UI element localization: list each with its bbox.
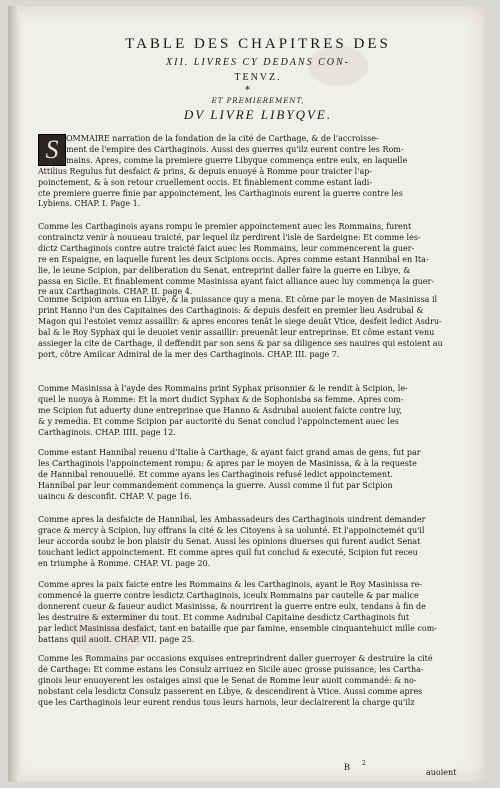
chapter-entry [38,295,478,360]
entry-line: les destruire & exterminer du tout. Et comme Asdrubal Capitaine desdictz Carthaginois fut [38,612,410,622]
entry-line: assieger la cite de Carthage, il deffendit par son sens & par sa diligence ses nauires qui estoient au [38,338,443,348]
entry-line: ginois leur enuoyerent les ostaiges ainsi que le Senat de Romme leur auoit commandé: & no- [38,675,417,685]
entry-line: me Scipion fut aduerty dune entreprinse que Hanno & Asdrubal auoient faicte contre luy, [38,405,403,415]
entry-line: de Carthage: Et comme estans les Consulz arriuez en Sicile auec grosse puissance, les Cartha- [38,664,424,674]
title-line-3: TENVZ. [234,72,282,83]
entry-line: ment de l'empire des Carthaginois. Aussi des guerres qu'ilz eurent contre les Rom- [66,144,404,154]
entry-line: Comme apres la paix faicte entre les Rommains & les Carthaginois, ayant le Roy Masinissa re- [38,580,423,589]
chapter-entry [38,134,478,210]
entry-line: re en Espaigne, en laquelle furent les deux Scipions occis. Apres comme estant Hannibal en Ita- [38,254,429,264]
entry-line: mains. Apres, comme la premiere guerre Libyque commença entre eulx, en laquelle [66,155,408,165]
chapter-entry [38,654,478,709]
entry-line: nobstant cela lesdictz Consulz passerent en Libye, & descendirent à Vtice. Aussi comme apres [38,686,423,696]
subheading-premier: ET PREMIEREMENT, [211,97,305,105]
entry-line: Carthaginois. CHAP. IIII. page 12. [38,427,176,437]
entry-line: uaincu & desconfit. CHAP. V. page 16. [38,491,192,501]
entry-line: Comme les Rommains par occasions exquises entreprindrent daller guerroyer & destruire la cité [38,654,433,663]
entry-line: bal & le Roy Syphax qui le deuoiet venir assaillir: preuenât leur entreprinse. Et côme estant venu [38,327,435,337]
entry-line: Lybiens. CHAP. I. Page 1. [38,199,141,209]
entry-line: Comme Scipion arriua en Libye, & la puissance quy a mena. Et côme par le moyen de Masinissa il [38,295,438,304]
entry-line: contrainctz venir à nouueau traicté, par lequel ilz perdirent l'isle de Sardeigne: Et comme les- [38,232,421,242]
entry-line: en triumphe à Romme. CHAP. VI. page 20. [38,558,211,568]
entry-line: passa en Sicile. Et finablement comme Masinissa ayant faict alliance auec luy commença la guer- [38,276,435,286]
entry-line: lie, le ieune Scipion, par deliberation du Senat, entreprint daller faire la guerre en Libye, & [38,265,411,275]
entry-line: Comme Masinissa à l'ayde des Rommains print Syphax prisonnier & le rendit à Scipion, le- [38,384,408,393]
entry-line: quel le nuoya à Romme: Et la mort dudict Syphax & de Sophonisba sa femme. Apres com- [38,394,404,404]
signature-mark: B [344,762,351,772]
entry-line: par ledict Masinissa desfaict, tant en bataille que par famine, ensemble cinquantehuict mille com- [38,623,437,633]
entry-line: Magon qui l'estoiet venuz assaillir: & apres encores tenât le siege deuât Vtice, desfeit ledict Asdru- [38,316,442,326]
page-gutter [8,6,20,782]
entry-line: re aux Carthaginois. CHAP. II. page 4. [38,287,193,297]
entry-line: Comme estant Hannibal reuenu d'Italie à Carthage, & ayant faict grand amas de gens, fut par [38,448,421,457]
entry-line: les Carthaginois l'appoinctement rompu: & apres par le moyen de Masinissa, & à la requeste [38,458,417,468]
entry-line: Attilius Regulus fut desfaict & prins, & depuis enuoyé à Romme pour traicter l'ap- [38,166,373,176]
entry-line: port, côtre Amilcar Admiral de la mer des Carthaginois. CHAP. III. page 7. [38,349,340,359]
entry-line: & y remedia. Et comme Scipion par auctorité du Senat conclud l'appoinctement auec les [38,416,399,426]
entry-line: commencé la guerre contre lesdictz Carthaginois, iceulx Rommains par cautelle & par malice [38,590,419,600]
entry-line: dictz Carthaginois contre autre traicté faict auec les Rommains, leur commencerent la guer- [38,243,415,253]
entry-line: Comme les Carthaginois ayans rompu le premier appoinctement auec les Rommains, furent [38,222,412,231]
book-page [8,6,484,782]
entry-line: Comme apres la desfaicte de Hannibal, les Ambassadeurs des Carthaginois uindrent demander [38,515,426,524]
catchword: auoient [426,768,457,777]
entry-line: touchant ledict appoinctement. Et comme apres quil fut conclud & executé, Scipion fut receu [38,547,418,557]
initial-letter: S [45,135,59,164]
entry-line: Hannibal par leur commandement commença la guerre. Aussi comme il fut par Scipion [38,480,393,490]
entry-line: OMMAIRE narration de la fondation de la cité de Carthage, & de l'accroisse- [66,134,379,143]
chapter-entry [38,580,478,645]
chapter-entry [38,448,478,503]
signature-number: 2 [362,760,366,767]
entry-line: grace & mercy à Scipion, luy offrans la cité & les Citoyens à sa uolunté. Et l'appoinctemét qu'il [38,525,425,535]
chapter-entry [38,515,478,570]
chapter-entry [38,384,478,439]
book-title-libyque: DV LIVRE LIBYQVE. [183,107,333,122]
title-line-1: TABLE DES CHAPITRES DES [125,36,391,52]
title-line-2: XII. LIVRES CY DEDANS CON- [166,57,350,68]
ornament-star: * [245,85,250,96]
chapter-entry [38,222,478,298]
entry-line: leur accorda soubz le bon plaisir du Senat. Aussi les opinions diuerses qui furent audict Senat [38,536,421,546]
entry-line: de Hannibal renouuellé. Et comme ayans les Carthaginois refusé ledict appoinctement. [38,469,393,479]
entry-line: cte premiere guerre finie par appoinctement, les Carthaginois eurent la guerre contre les [38,188,403,198]
entry-line: print Hanno l'un des Capitaines des Carthaginois: & depuis desfeit en premier lieu Asdrubal & [38,305,424,315]
entry-line: poinctement, & à son retour cruellement occis. Et finablement comme estant ladi- [38,177,373,187]
entry-line: battans quil auoit. CHAP. VII. page 25. [38,634,195,644]
entry-line: donnerent cueur & faueur audict Masinissa, & nourrirent la guerre entre eulx, tendans à fin de [38,601,426,611]
entry-line: que les Carthaginois leur eurent rendus tous leurs harnois, leur declairerent la charge qu'ilz [38,697,415,707]
